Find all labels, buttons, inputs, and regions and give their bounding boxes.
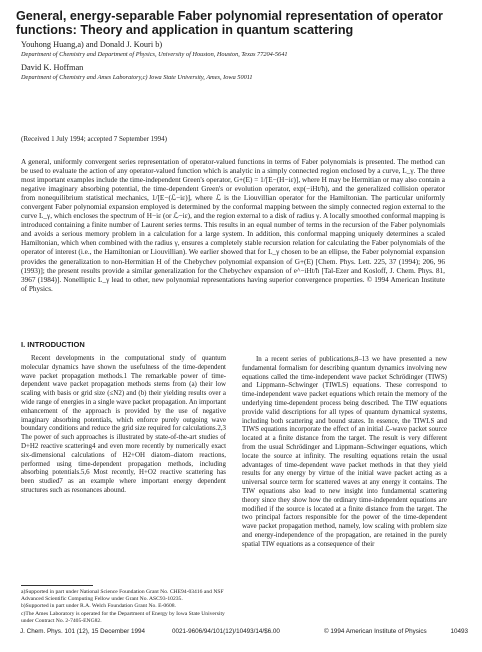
received-dates: (Received 1 July 1994; accepted 7 September 1994) [21,135,167,143]
abstract: A general, uniformly convergent series representation of operator-valued functions in terms of Faber polynomials is presented. The method can be used to evaluate the action of any operator-valued function which is analytic in a simply connected region enclosed by a curve, L_γ. The three most important examples include the time-independent Green's operator, G+(E) = 1/[E−(H−iε)], where H may be Hermitian or may also contain a negative imaginary absorbing potential, the time-dependent Green's or evolution operator, exp(−iHt/ħ), and the generalized collision operator from nonequilibrium statistical mechanics, 1/[E−(ℒ−iε)], where ℒ is the Liouvillian operator for the Hamiltonian. The particular uniformly convergent Faber polynomial expansion employed is determined by the conformal mapping between the simply connected region external to the curve L_γ, which encloses the spectrum of H−iε (or ℒ−iε), and the region external to a disk of radius γ. A locally smoothed conformal mapping is introduced containing a finite number of Laurent series terms. This results in an equal number of terms in the recursion of the Faber polynomials and avoids a serious memory problem in a calculation for a large system. In addition, this conformal mapping uniquely determines a scaled Hamiltonian, which when combined with the radius γ, ensures a completely stable recursion relation for calculating the Faber polynomials of the operator of interest (i.e., the Hamiltonian or Liouvillian). We earlier showed that for L_γ chosen to be an ellipse, the Faber polynomial expansion provides the generalization to non-Hermitian H of the Chebychev polynomial expansion of G+(E) [Chem. Phys. Lett. 225, 37 (1994); 206, 96 (1993)]; the present results provide a similar generalization for the Chebychev expansion of e^−iHt/ħ [Tal-Ezer and Kosloff, J. Chem. Phys. 81, 3967 (1984)]. Nonelliptic L_γ lead to other, new polynomial representations having superior convergence properties. © 1994 American Institute of Physics. [21,158,445,293]
paragraph: In a recent series of publications,8–13 we have presented a new fundamental formalism for describing quantum dynamics involving new equations called the time-independent wave packet Schrödinger (TIWS) and Lippmann–Schwinger (TIWLS) equations. These correspond to time-independent wave packet equations which retain the memory of the underlying time-dependent process being described. The TIW equations provide valid descriptions for all types of quantum dynamical systems, including both scattering and bound states. In essence, the TIWLS and TIWS equations incorporate the effect of an initial ℒ-wave packet source located at a finite distance from the target. The result is very different from the usual Schrödinger and Lippmann–Schwinger equations, which locate the source at infinity. The resulting equations retain the usual advantages of time-dependent wave packet methods in that they yield results for any energy by virtue of the initial wave packet acting as a universal source term for scattered waves at any energy it contains. The TIW equations also lead to new insight into fundamental scattering theory since they show how the ordinary time-independent equations are modified if the source is located at a finite distance from the target. The two principal factors responsible for the power of the time-dependent wave packet propagation method, namely, low scaling with problem size and energy-independence of the propagation, are retained in the purely spatial TIW equations as a consequence of their [242,355,447,548]
paragraph: Recent developments in the computational study of quantum molecular dynamics have shown the usefulness of the time-dependent wave packet propagation methods.1 The remarkable power of time-dependent wave packet propagation methods stems from (a) their low scaling with basis or grid size (≤N2) and (b) their yielding results over a wide range of energies in a single wave packet propagation. An important enhancement of the approach is provided by the use of negative imaginary absorbing potentials, which enforce purely outgoing wave boundary conditions and reduce the grid size required for calculations.2,3 The power of such approaches is illustrated by state-of-the-art studies of D+H2 reactive scattering4 and even more recently by numerically exact six-dimensional calculations of H2+OH diatom–diatom reactions, performed using time-dependent propagation methods, including absorbing potentials.5,6 Most recently, H+O2 reactive scattering has been studied7 as an example where important energy dependent structures such as resonances abound. [21,354,226,494]
section-heading: I. INTRODUCTION [21,340,85,349]
left-column [21,354,226,495]
author-line-2: David K. Hoffman [21,63,84,72]
copyright-notice: © 1994 American Institute of Physics [324,628,427,635]
page-number: 10493 [450,628,468,635]
article-code: 0021-9606/94/101(12)/10493/14/$6.00 [172,628,280,635]
author-line-1: Youhong Huang,a) and Donald J. Kouri b) [21,40,163,49]
journal-citation: J. Chem. Phys. 101 (12), 15 December 1994 [20,628,145,635]
page-footer [20,628,468,638]
footnote-divider [21,585,93,586]
footnote: c)The Ames Laboratory is operated for the Department of Energy by Iowa State University under Contract No. 2-7405-ENG82. [21,610,225,624]
footnote: a)Supported in part under National Science Foundation Grant No. CHE94-03416 and NSF Advanced Scientific Computing Fellow under Grant No. ASC93-10235. [21,589,224,603]
right-column [242,355,447,549]
affiliation-1: Department of Chemistry and Department of Physics, University of Houston, Houston, Texas 77204-5641 [21,51,288,58]
footnote: b)Supported in part under R.A. Welch Foundation Grant No. E-0608. [21,603,176,610]
paper-title: General, energy-separable Faber polynomial representation of operator functions: Theory and application in quantum scattering [16,9,443,37]
affiliation-2: Department of Chemistry and Ames Laboratory,c) Iowa State University, Ames, Iowa 50011 [21,74,253,81]
footnotes [21,589,227,625]
